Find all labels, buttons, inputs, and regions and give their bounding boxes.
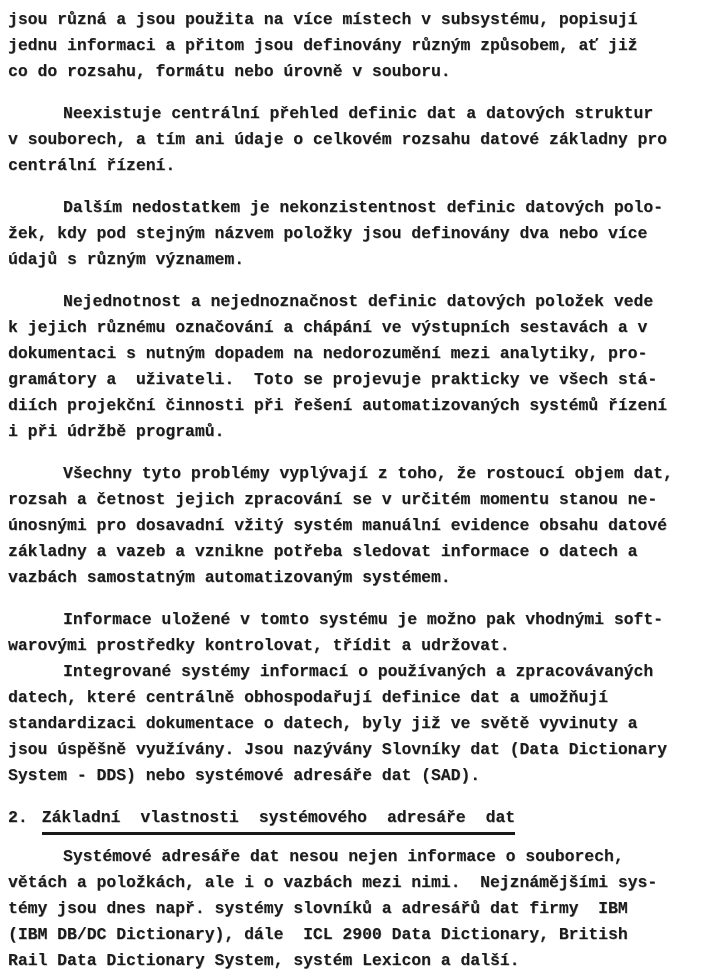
text-line: System - DDS) nebo systémové adresáře dat (SAD). <box>8 766 481 785</box>
text-line: gramátory a uživateli. Toto se projevuje prakticky ve všech stá- <box>8 370 658 389</box>
paragraph <box>8 844 697 974</box>
text-line: k jejich různému označování a chápání ve výstupních sestavách a v <box>8 318 648 337</box>
paragraph <box>8 195 697 273</box>
text-line: Neexistuje centrální přehled definic dat a datových struktur <box>63 104 654 123</box>
section-heading <box>8 805 697 835</box>
text-line: větách a položkách, ale i o vazbách mezi nimi. Nejznámějšími sys- <box>8 873 658 892</box>
text-line: (IBM DB/DC Dictionary), dále ICL 2900 Data Dictionary, British <box>8 925 628 944</box>
text-line: Rail Data Dictionary System, systém Lexicon a další. <box>8 951 520 970</box>
paragraph <box>8 461 697 591</box>
text-line: jsou různá a jsou použita na více místech v subsystému, popisují <box>8 10 638 29</box>
text-line: žek, kdy pod stejným názvem položky jsou definovány dva nebo více <box>8 224 648 243</box>
paragraph <box>8 7 697 85</box>
text-line: únosnými pro dosavadní vžitý systém manuální evidence obsahu datové <box>8 516 668 535</box>
paragraph <box>8 607 697 659</box>
text-line: v souborech, a tím ani údaje o celkovém rozsahu datové základny pro <box>8 130 668 149</box>
section-number: 2. <box>8 808 28 827</box>
text-line: jednu informaci a přitom jsou definovány různým způsobem, ať již <box>8 36 638 55</box>
paragraph <box>8 289 697 445</box>
text-line: i při údržbě programů. <box>8 422 225 441</box>
text-line: Všechny tyto problémy vyplývají z toho, že rostoucí objem dat, <box>63 464 673 483</box>
text-line: dokumentaci s nutným dopadem na nedorozumění mezi analytiky, pro- <box>8 344 648 363</box>
text-line: Nejednotnost a nejednoznačnost definic datových položek vede <box>63 292 654 311</box>
text-line: základny a vazeb a vznikne potřeba sledovat informace o datech a <box>8 542 638 561</box>
text-line: rozsah a četnost jejich zpracování se v určitém momentu stanou ne- <box>8 490 658 509</box>
text-line: datech, které centrálně obhospodařují definice dat a umožňují <box>8 688 608 707</box>
text-line: vazbách samostatným automatizovaným systémem. <box>8 568 451 587</box>
text-line: standardizaci dokumentace o datech, byly již ve světě vyvinuty a <box>8 714 638 733</box>
text-line: Integrované systémy informací o používaných a zpracovávaných <box>63 662 654 681</box>
text-line: údajů s různým významem. <box>8 250 245 269</box>
text-line: warovými prostředky kontrolovat, třídit a udržovat. <box>8 636 510 655</box>
text-line: Dalším nedostatkem je nekonzistentnost definic datových polo- <box>63 198 663 217</box>
text-line: témy jsou dnes např. systémy slovníků a adresářů dat firmy IBM <box>8 899 628 918</box>
text-line: Informace uložené v tomto systému je možno pak vhodnými soft- <box>63 610 663 629</box>
text-line: co do rozsahu, formátu nebo úrovně v souboru. <box>8 62 451 81</box>
text-line: jsou úspěšně využívány. Jsou nazývány Slovníky dat (Data Dictionary <box>8 740 668 759</box>
text-line: diích projekční činnosti při řešení automatizovaných systémů řízení <box>8 396 668 415</box>
paragraph <box>8 659 697 789</box>
section-title: Základní vlastnosti systémového adresáře dat <box>42 805 515 835</box>
paragraph <box>8 101 697 179</box>
text-line: centrální řízení. <box>8 156 176 175</box>
text-line: Systémové adresáře dat nesou nejen informace o souborech, <box>63 847 624 866</box>
